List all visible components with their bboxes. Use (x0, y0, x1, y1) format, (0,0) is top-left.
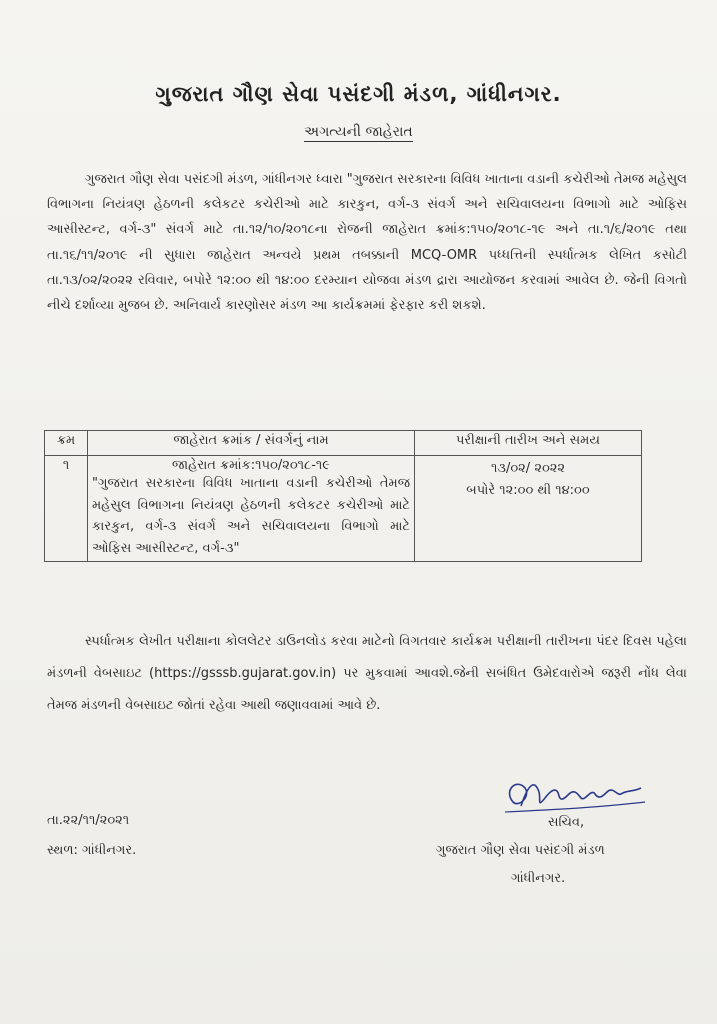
header-ad-cadre: જાહેરાત ક્રમાંક / સંવર્ગનું નામ (88, 431, 415, 456)
exam-schedule-table (44, 430, 642, 562)
issue-place: સ્થળ: ગાંધીનગર. (47, 843, 137, 858)
notice-heading-text: અગત્યની જાહેરાત (304, 124, 413, 140)
table-header-row (45, 431, 642, 456)
intro-paragraph (47, 167, 687, 318)
row-exam-time: બપોરે ૧૨:૦૦ થી ૧૪:૦૦ (466, 482, 590, 498)
notice-paragraph-text: સ્પર્ધાત્મક લેખીત પરીક્ષાના કોલલેટર ડાઉનલોડ કરવા માટેનો વિગતવાર કાર્યક્રમ પરીક્ષાની તારીખના પંદર દિવસ પહેલા મંડળની વેબસાઇટ (https://gsssb.gujarat.gov.in) પર મુકવામાં આવશે.જેની સબંધિત ઉમેદવારોએ જરૂરી નોંધ લેવા તેમજ મંડળની વેબસાઇટ જોતાં રહેવા આથી જણાવવામાં આવે છે. (47, 634, 687, 713)
notice-paragraph (47, 626, 687, 722)
row-ad-number: જાહેરાત ક્રમાંક:૧૫૦/૨૦૧૮-૧૯ (172, 458, 330, 473)
row-cadre-name: "ગુજરાત સરકારના વિવિધ ખાતાના વડાની કચેરીઓ તેમજ મહેસુલ વિભાગના નિયંત્રણ હેઠળની કલેકટર કચેરીઓ માટે કારકુન, વર્ગ-૩ સંવર્ગ અને સચિવાલયના વિભાગો માટે ઓફિસ આસીસ્ટન્ટ, વર્ગ-૩" (92, 476, 410, 556)
table-row (45, 456, 642, 562)
row-exam-datetime (415, 456, 642, 562)
row-ad-cadre (88, 456, 415, 562)
header-serial: ક્રમ (45, 431, 88, 456)
board-name: ગુજરાત ગૌણ સેવા પસંદગી મંડળ (436, 843, 605, 858)
row-serial: ૧ (45, 456, 88, 562)
document-title: ગુજરાત ગૌણ સેવા પસંદગી મંડળ, ગાંધીનગર. (155, 82, 562, 106)
intro-paragraph-text: ગુજરાત ગૌણ સેવા પસંદગી મંડળ, ગાંધીનગર ધ્વારા "ગુજરાત સરકારના વિવિધ ખાતાના વડાની કચેરીઓ તેમજ મહેસુલ વિભાગના નિયંત્રણ હેઠળની કલેકટર કચેરીઓ માટે કારકુન, વર્ગ-૩ સંવર્ગ અને સચિવાલયના વિભાગો માટે ઓફિસ આસીસ્ટન્ટ, વર્ગ-૩" સંવર્ગ માટે તા.૧૨/૧૦/૨૦૧૮ના રોજની જાહેરાત ક્રમાંક:૧૫૦/૨૦૧૮-૧૯ અને તા.૧/૬/૨૦૧૯ તથા તા.૧૬/૧૧/૨૦૧૯ ની સુધારા જાહેરાત અન્વયે પ્રથમ તબક્કાની MCQ-OMR પધ્ધત્તિની સ્પર્ધાત્મક લેખિત કસોટી તા.૧૩/૦૨/૨૦૨૨ રવિવાર, બપોરે ૧૨:૦૦ થી ૧૪:૦૦ દરમ્યાન યોજવા મંડળ દ્રારા આયોજન કરવામાં આવેલ છે. જેની વિગતો નીચે દર્શાવ્યા મુજબ છે. અનિવાર્ય કારણોસર મંડળ આ કાર્યક્રમમાં ફેરફાર કરી શકશે. (47, 172, 687, 314)
header-exam-datetime: પરીક્ષાની તારીખ અને સમય (415, 431, 642, 456)
board-city: ગાંધીનગર. (511, 871, 566, 886)
notice-heading (0, 124, 717, 140)
row-exam-date: ૧૩/૦૨/ ૨૦૨૨ (490, 461, 566, 476)
signatory-title: સચિવ, (548, 815, 585, 830)
issue-date: તા.૨૨/૧૧/૨૦૨૧ (47, 813, 130, 828)
